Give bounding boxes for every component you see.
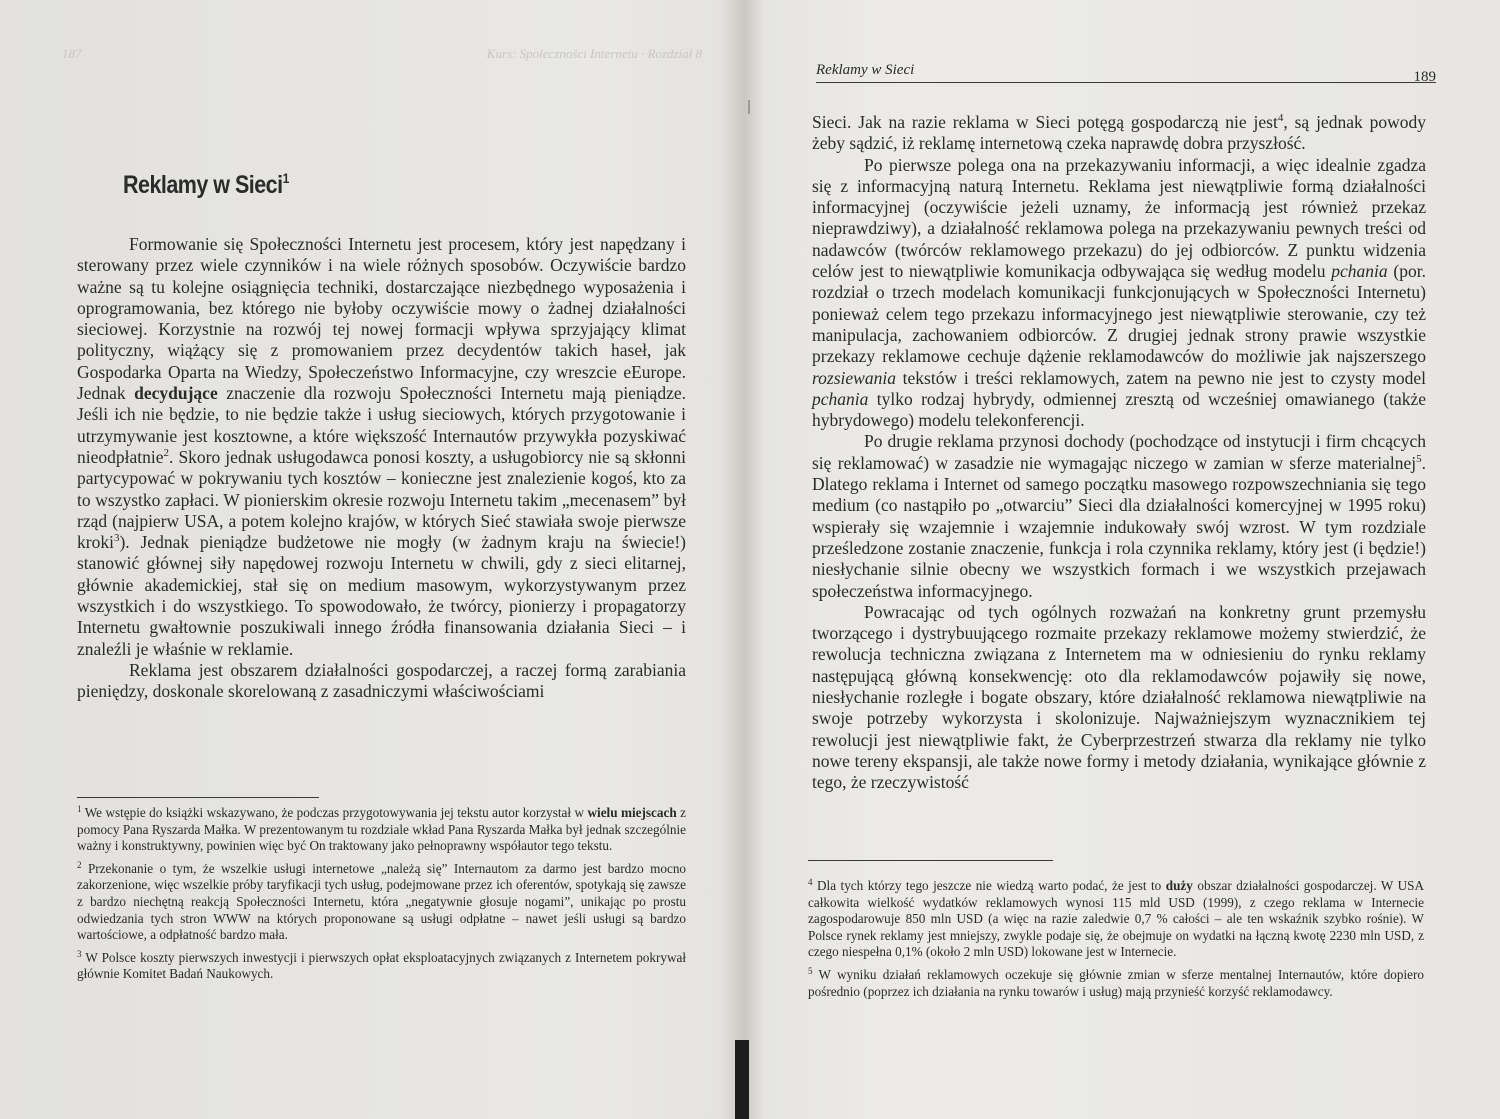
- italic-text: rozsiewania: [812, 367, 896, 388]
- paragraph-text: Powracając od tych ogólnych rozważań na konkretny grunt przemysłu tworzącego i dystrybuującego rozmaite przekazy reklamowe możemy stwierdzić, że rewolucja techniczna związana z Internetem ma w odniesieniu do rynku reklamy następującą główną konsekwencję: oto dla reklamodawców pojawiły się nowe, niesłychanie rozległe i bogate obszary, które działalność reklamowa niewątpliwie na swoje potrzeby wykorzysta i skolonizuje. Najważniejszym wyznacznikiem tej rewolucji jest niewątpliwie fakt, że Cyberprzestrzeń stwarza dla reklamy nie tylko nowe tereny ekspansji, ale także nowe formy i metody działania, wynikające głównie z tego, że rzeczywistość: [812, 601, 1426, 793]
- bold-text: wielu miejscach: [587, 805, 677, 820]
- paragraph-text: , są jednak powody żeby sądzić, iż reklamę internetową czeka naprawdę dobra przyszłość.: [812, 112, 1426, 154]
- footnote: [808, 967, 1424, 1000]
- paragraph-text: Sieci. Jak na razie reklama w Sieci potęgą gospodarczą nie jest: [812, 112, 1278, 132]
- footnote-number: 4: [808, 877, 813, 887]
- footnote-number: 1: [77, 804, 82, 814]
- footnote-text: W Polsce koszty pierwszych inwestycji i pierwszych opłat eksploatacyjnych związanych z Internetem pokrywał głównie Komitet Badań Naukowych.: [77, 949, 687, 982]
- paragraph-text: znaczenie dla rozwoju Społeczności Internetu mają pieniądze. Jeśli ich nie będzie, to nie będzie także i usług sieciowych, których przygotowanie i utrzymywanie jest kosztowne, a które większość Internautów przywykła pozyskiwać nieodpłatnie: [77, 383, 686, 467]
- chapter-title: [123, 170, 289, 200]
- page-number: 189: [1413, 69, 1436, 85]
- chapter-title-text: Reklamy w Sieci: [123, 171, 283, 199]
- footnote-text: We wstępie do książki wskazywano, że podczas przygotowywania jej tekstu autor korzystał w: [84, 805, 588, 820]
- chapter-title-note-ref: 1: [282, 170, 289, 186]
- footnote-number: 3: [77, 948, 82, 959]
- show-through-page-number: 187: [62, 46, 82, 61]
- left-footnotes: [77, 805, 686, 989]
- show-through-header-text: Kurs: Społeczności Internetu · Rozdział 8: [486, 46, 702, 61]
- left-body-text: [77, 234, 686, 703]
- paragraph-text: Reklama jest obszarem działalności gospodarczej, a raczej formą zarabiania pieniędzy, doskonale skorelowaną z zasadniczymi właściwościami: [77, 659, 686, 702]
- paragraph: [812, 112, 1426, 155]
- paragraph-text: (por. rozdział o trzech modelach komunikacji funkcjonujących w Społeczności Internetu) ponieważ celem tego przekazu informacyjnego jest niewątpliwie sterowanie, czy też manipulacja, zachowaniem odbiorców. Z drugiej jednak strony prawie wszystkie przekazy reklamowe cechuje dążenie reklamodawców do możliwie jak najszerszego: [812, 261, 1426, 367]
- footnote: [77, 950, 686, 983]
- footnote-rule: [808, 860, 1053, 861]
- paragraph: [812, 602, 1426, 794]
- footnote-rule: [77, 797, 319, 798]
- paragraph: [77, 234, 686, 660]
- footnote: [77, 805, 686, 855]
- bold-text: duży: [1165, 878, 1193, 893]
- paragraph: [77, 660, 686, 703]
- footnote-text: obszar działalności gospodarczej. W USA całkowita wielkość wydatków reklamowych wynosi 115 mld USD (1999), z czego reklama w Internecie zagospodarowuje 850 mln USD (a więc na razie zaledwie 0,7 % całości – ale ten wskaźnik szybko rośnie). W Polsce rynek reklamy jest mniejszy, zwykle podaje się, że obejmuje on wydatki na łączną kwotę 2230 mln USD, z czego niespełna 0,1% (około 2 mln USD) lokowane jest w Internecie.: [808, 878, 1424, 960]
- footnote-ref: 2: [163, 446, 170, 459]
- italic-text: pchania: [1331, 261, 1388, 282]
- italic-text: pchania: [812, 388, 869, 409]
- footnote: [808, 878, 1424, 961]
- footnote-text: Przekonanie o tym, że wszelkie usługi internetowe „należą się” Internautom za darmo jest bardzo mocno zakorzenione, więc wszelkie próby taryfikacji tych usług, podejmowane przez ich oferentów, spotykają się zawsze z bardzo niechętną reakcją Społeczności Internetu, która „negatywnie głosuje nogami”, unikając po prostu odwiedzania tych stron WWW na których proponowane są usługi odpłatne – nawet jeśli usługi są bardzo wartościowe, a odpłatność bardzo mała.: [77, 860, 687, 943]
- running-header: [816, 58, 1436, 83]
- paragraph-text: Po pierwsze polega ona na przekazywaniu informacji, a więc idealnie zgadza się z informacyjną naturą Internetu. Reklama jest niewątpliwie formą działalności informacyjnej (oczywiście jeżeli uznamy, że informacją jest również przekaz nieprawdziwy), a działalność reklamowa polega na przekazywaniu pewnych treści od nadawców (twórców reklamowego przekazu) do jej odbiorców. Z punktu widzenia celów jest to niewątpliwie komunikacja odbywająca się według modelu: [812, 154, 1426, 282]
- footnote-text: Dla tych którzy tego jeszcze nie wiedzą warto podać, że jest to: [817, 878, 1166, 893]
- paragraph: [812, 431, 1426, 601]
- show-through-header: [62, 46, 702, 62]
- paragraph: [812, 155, 1426, 432]
- paragraph-text: ). Jednak pieniądze budżetowe nie mogły (w żadnym kraju na świecie!) stanowić głównej siły napędowej rozwoju Internetu w chwili, gdy z sieci elitarnej, głównie akademickiej, stał się on medium masowym, wykorzystywanym przez wszystkich i do wszystkiego. To spowodowało, że twórcy, pionierzy i propagatorzy Internetu gwałtownie poszukiwali innego źródła finansowania działania Sieci – i znaleźli je właśnie w reklamie.: [77, 532, 686, 659]
- right-page: [752, 0, 1500, 1119]
- footnote-number: 5: [808, 965, 813, 976]
- footnote: [77, 861, 686, 944]
- footnote-number: 2: [77, 859, 82, 870]
- footnote-ref: 4: [1277, 112, 1284, 124]
- paragraph-text: tylko rodzaj hybrydy, odmiennej zresztą od wcześniej omawianego (także hybrydowego) modelu telekonferencji.: [812, 388, 1426, 431]
- running-head-title: Reklamy w Sieci: [816, 62, 915, 78]
- paragraph-text: . Skoro jednak usługodawca ponosi koszty, a usługobiorcy nie są skłonni partycypować w pokrywaniu tych kosztów – konieczne jest znalezienie kogoś, kto za to wszystko zapłaci. W pionierskim okresie rozwoju Internetu takim „mecenasem” był rząd (najpierw USA, a potem kolejno krajów, w których Sieć stawiała swoje pierwsze kroki: [77, 446, 686, 553]
- right-body-text: [812, 112, 1426, 794]
- footnote-ref: 5: [1416, 452, 1422, 465]
- footnote-text: z pomocy Pana Ryszarda Małka. W prezentowanym tu rozdziale wkład Pana Ryszarda Małka był jednak szczególnie ważny i konstruktywny, powinien więc być On traktowany jako pełnoprawny współautor tego tekstu.: [77, 805, 687, 854]
- page-edge-mark: [748, 100, 750, 114]
- paragraph-text: . Dlatego reklama i Internet od samego początku masowego rozpowszechniania się tego medium (co nastąpiło po „otwarciu” Sieci dla działalności komercyjnej w 1995 roku) wspierały się wzajemnie i wzajemnie indukowały swój wzrost. W tym rozdziale prześledzone zostanie znaczenie, funkcja i rola czynnika reklamy, który jest (i będzie!) niesłychanie silnie obecny we wszystkich formach i we wszystkich przejawach społeczeństwa informacyjnego.: [812, 452, 1426, 601]
- paragraph-text: Po drugie reklama przynosi dochody (pochodzące od instytucji i firm chcących się reklamować) w zasadzie nie wymagając niczego w zamian w sferze materialnej: [812, 431, 1426, 473]
- paragraph-text: Formowanie się Społeczności Internetu jest procesem, który jest napędzany i sterowany przez wiele czynników i na wiele różnych sposobów. Oczywiście bardzo ważne są tu kolejne osiągnięcia techniki, dostarczające niezbędnego wyposażenia i oprogramowania, bez którego nie byłoby oczywiście mowy o żadnej działalności sieciowej. Korzystnie na rozwój tej nowej formacji wpływa sprzyjający klimat polityczny, wiążący się z promowaniem przez decydentów takich haseł, jak Gospodarka Oparta na Wiedzy, Społeczeństwo Informacyjne, czy wreszcie eEurope. Jednak: [77, 234, 686, 404]
- bold-text: decydujące: [134, 383, 218, 404]
- left-page: [0, 0, 740, 1119]
- paragraph-text: tekstów i treści reklamowych, zatem na pewno nie jest to czysty model: [895, 367, 1426, 388]
- right-footnotes: [808, 878, 1424, 1006]
- footnote-ref: 3: [113, 532, 120, 545]
- footnote-text: W wyniku działań reklamowych oczekuje się głównie zmian w sferze mentalnej Internautów, które dopiero pośrednio (poprzez ich działania na rynku towarów i usług) mają przynieść korzyść reklamodawcy.: [808, 966, 1424, 999]
